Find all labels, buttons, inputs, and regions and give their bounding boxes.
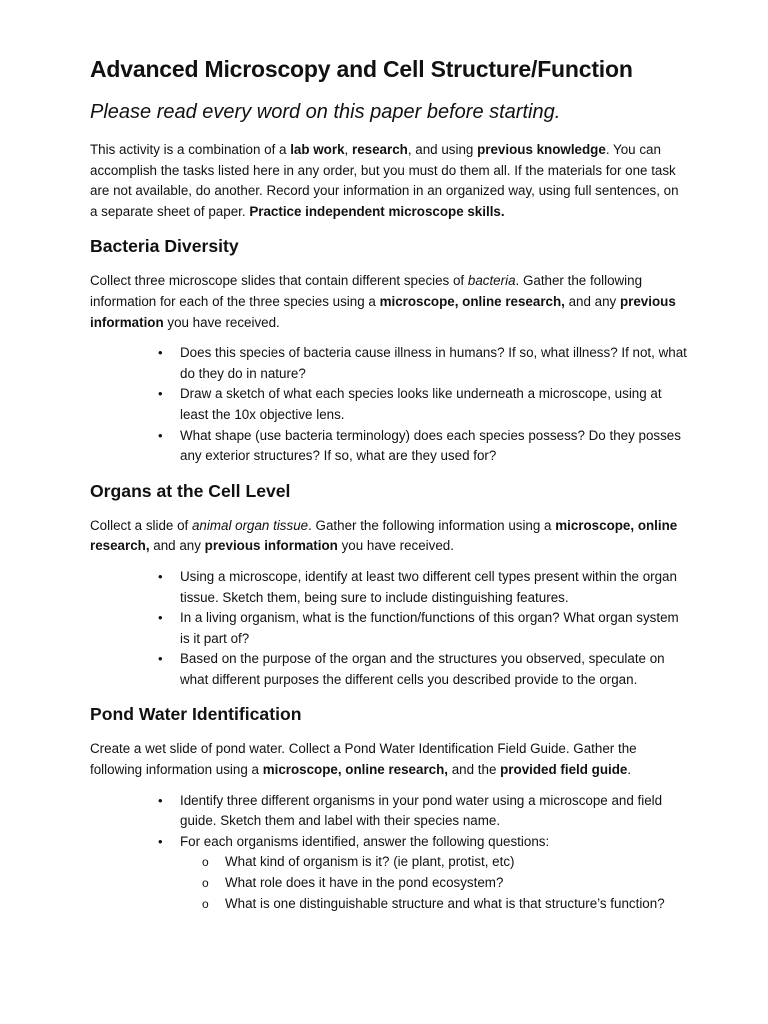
list-item: • What shape (use bacteria terminology) does each species possess? Do they posses any exterior structures? If so, what are they used for? <box>158 427 681 464</box>
sub-bullet-marker: o <box>202 876 209 891</box>
list-item: • Does this species of bacteria cause illness in humans? If so, what illness? If not, what do they do in nature? <box>158 345 687 381</box>
page-subtitle: Please read every word on this paper before starting. <box>90 101 561 123</box>
bullet-marker: • <box>158 427 163 443</box>
bacteria-bullet-list <box>90 343 688 467</box>
pond-bullet-list <box>90 791 688 915</box>
intro-paragraph: This activity is a combination of a lab work, research, and using previous knowledge. You can accomplish the tasks listed here in any order, but you must do them all. If the materials for one task are not available, do another. Record your information in an organized way, using full sentences, on a separate sheet of paper. Practice independent microscope skills. <box>90 142 679 219</box>
pond-paragraph: Create a wet slide of pond water. Collect a Pond Water Identification Field Guide. Gather the following information using a microscope, online research, and the provided field guide. <box>90 741 637 778</box>
bullet-marker: • <box>158 610 163 626</box>
sub-bullet-marker: o <box>202 855 209 870</box>
page-title: Advanced Microscopy and Cell Structure/Function <box>90 56 633 82</box>
sub-list-item: o What kind of organism is it? (ie plant, protist, etc) <box>225 852 688 873</box>
bacteria-paragraph: Collect three microscope slides that contain different species of bacteria. Gather the following information for each of the three species using a microscope, online research, and any previous information you have received. <box>90 273 676 330</box>
bullet-marker: • <box>158 568 163 584</box>
list-item: • Based on the purpose of the organ and the structures you observed, speculate on what different purposes the different cells you described provide to the organ. <box>158 651 665 687</box>
section-heading-pond: Pond Water Identification <box>90 704 302 725</box>
sub-list-item: o What is one distinguishable structure and what is that structure’s function? <box>225 894 688 915</box>
list-item: • For each organisms identified, answer the following questions: o What kind of organism is it? (ie plant, protist, etc) o What role does it have in the pond ecosystem? o What is one distinguishable structure and what is that structure’s function? <box>180 832 688 914</box>
list-item: • Using a microscope, identify at least two different cell types present within the organ tissue. Sketch them, being sure to include distinguishing features. <box>158 568 677 605</box>
list-item: • In a living organism, what is the function/functions of this organ? What organ system is it part of? <box>158 610 679 646</box>
pond-sub-list <box>180 852 688 914</box>
list-item: • Draw a sketch of what each species looks like underneath a microscope, using at least the 10x objective lens. <box>158 386 662 422</box>
bullet-marker: • <box>158 386 163 402</box>
section-heading-bacteria: Bacteria Diversity <box>90 236 239 257</box>
organs-bullet-list <box>90 567 688 691</box>
bullet-marker: • <box>158 833 163 849</box>
bullet-marker: • <box>158 345 163 361</box>
bullet-marker: • <box>158 792 163 808</box>
sub-list-item: o What role does it have in the pond ecosystem? <box>225 873 688 894</box>
organs-paragraph: Collect a slide of animal organ tissue. Gather the following information using a microscope, online research, and any previous information you have received. <box>90 517 678 554</box>
bullet-marker: • <box>158 651 163 667</box>
list-item: • Identify three different organisms in your pond water using a microscope and field guide. Sketch them and label with their species name. <box>158 792 663 829</box>
sub-bullet-marker: o <box>202 896 209 911</box>
section-heading-organs: Organs at the Cell Level <box>90 480 291 501</box>
